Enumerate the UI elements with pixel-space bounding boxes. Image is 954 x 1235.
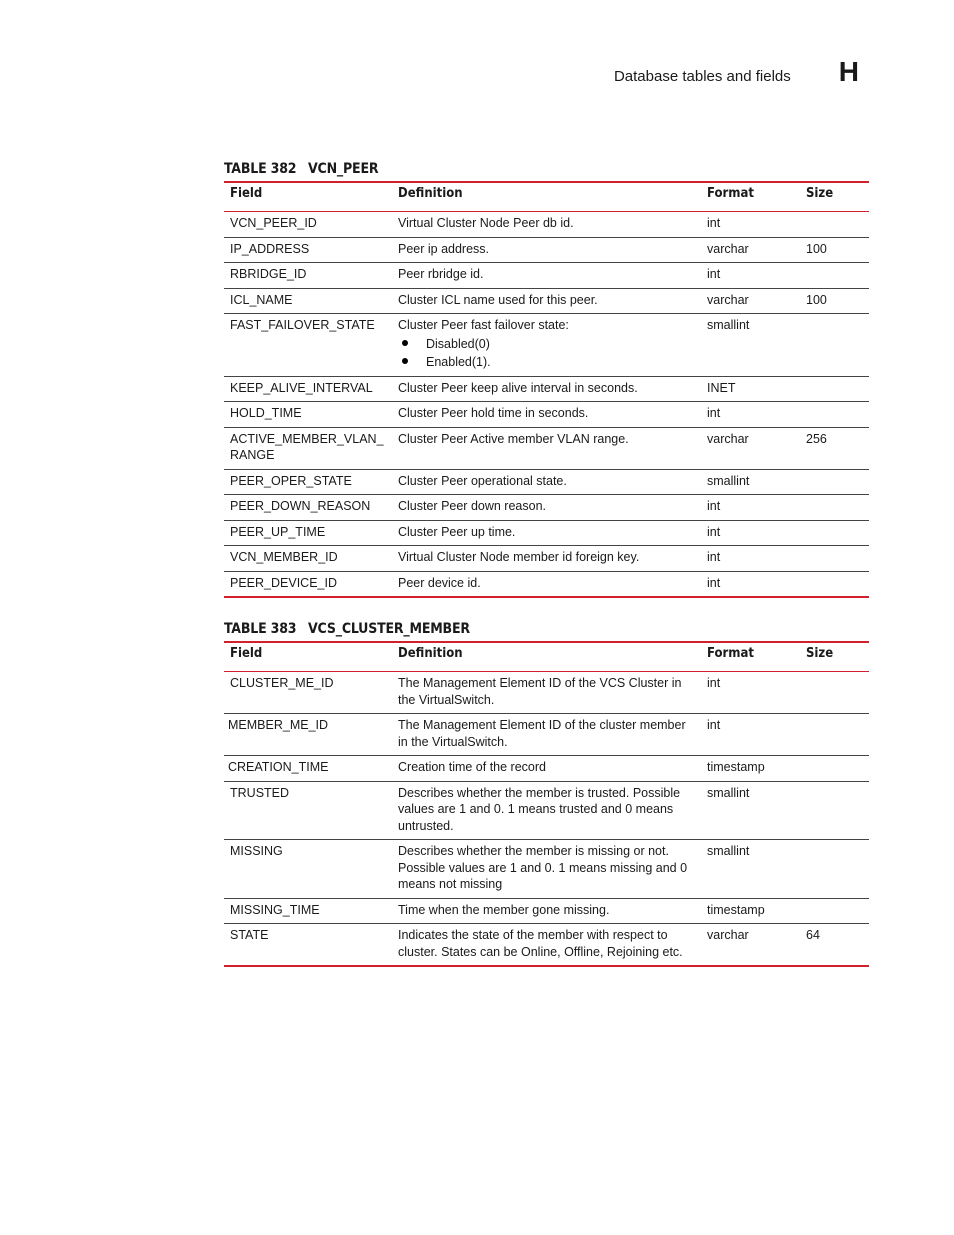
size-cell: [800, 520, 869, 546]
format-cell: varchar: [701, 288, 800, 314]
definition-cell: [392, 672, 701, 714]
field-cell: TRUSTED: [224, 781, 392, 840]
definition-cell: [392, 898, 701, 924]
table-row: [224, 263, 869, 289]
size-cell: [800, 672, 869, 714]
field-cell: RBRIDGE_ID: [224, 263, 392, 289]
bullet-item: Disabled(0): [398, 335, 695, 353]
definition-text: Virtual Cluster Node Peer db id.: [398, 216, 574, 230]
format-cell: int: [701, 546, 800, 572]
table-caption: [224, 617, 869, 641]
table-row: [224, 212, 869, 238]
definition-cell: [392, 237, 701, 263]
table-row: [224, 495, 869, 521]
table-name: VCN_PEER: [308, 161, 379, 177]
table-vcn-peer: [224, 157, 869, 598]
size-cell: [800, 781, 869, 840]
appendix-letter: H: [838, 56, 859, 87]
format-cell: int: [701, 212, 800, 238]
data-table: [224, 641, 869, 967]
definition-cell: [392, 924, 701, 967]
table-number: TABLE 383: [224, 621, 297, 637]
table-row: [224, 237, 869, 263]
field-cell: ICL_NAME: [224, 288, 392, 314]
field-cell: KEEP_ALIVE_INTERVAL: [224, 376, 392, 402]
section-title: Database tables and fields: [613, 68, 791, 85]
definition-text: Indicates the state of the member with respect to cluster. States can be Online, Offline, Rejoining etc.: [398, 928, 683, 959]
table-row: [224, 924, 869, 967]
field-cell: MEMBER_ME_ID: [224, 714, 392, 756]
table-number: TABLE 382: [224, 161, 297, 177]
definition-cell: [392, 427, 701, 469]
data-table: [224, 181, 869, 598]
table-name: VCS_CLUSTER_MEMBER: [308, 621, 470, 637]
table-row: [224, 672, 869, 714]
table-row: [224, 756, 869, 782]
bullet-item: Enabled(1).: [398, 353, 695, 371]
field-cell: MISSING_TIME: [224, 898, 392, 924]
definition-text: Peer device id.: [398, 575, 481, 590]
size-cell: [800, 898, 869, 924]
format-cell: int: [701, 263, 800, 289]
field-cell: STATE: [230, 928, 269, 942]
format-cell: INET: [701, 376, 800, 402]
format-cell: int: [701, 520, 800, 546]
definition-cell: [392, 520, 701, 546]
format-cell: varchar: [707, 928, 749, 942]
definition-cell: [392, 781, 701, 840]
definition-text: Cluster Peer up time.: [398, 524, 516, 539]
definition-cell: [392, 212, 701, 238]
definition-text: Virtual Cluster Node member id foreign key.: [398, 550, 640, 564]
table-row: [224, 840, 869, 899]
definition-text: Describes whether the member is missing or not. Possible values are 1 and 0. 1 means missing and 0 means not missing: [398, 844, 688, 891]
bullet-list: [398, 335, 695, 371]
format-cell: int: [701, 402, 800, 428]
definition-cell: [392, 263, 701, 289]
table-row: [224, 714, 869, 756]
format-cell: varchar: [701, 427, 800, 469]
definition-cell: [392, 714, 701, 756]
format-cell: smallint: [701, 840, 800, 899]
definition-text: Cluster ICL name used for this peer.: [398, 292, 598, 307]
column-header: Definition: [392, 182, 701, 212]
size-cell: [800, 263, 869, 289]
format-cell: timestamp: [701, 898, 800, 924]
table-caption: [224, 157, 869, 181]
format-cell: smallint: [701, 469, 800, 495]
field-cell: PEER_UP_TIME: [224, 520, 392, 546]
definition-text: The Management Element ID of the cluster member in the VirtualSwitch.: [398, 718, 686, 749]
definition-text: Cluster Peer hold time in seconds.: [398, 406, 589, 420]
field-cell: CREATION_TIME: [224, 756, 392, 782]
format-cell: int: [701, 714, 800, 756]
definition-cell: [392, 546, 701, 572]
field-cell: VCN_PEER_ID: [224, 212, 392, 238]
definition-cell: [392, 495, 701, 521]
definition-text: Peer ip address.: [398, 241, 490, 256]
size-cell: [800, 212, 869, 238]
column-header: Field: [224, 642, 392, 672]
field-cell: IP_ADDRESS: [224, 237, 392, 263]
definition-text: The Management Element ID of the VCS Cluster in the VirtualSwitch.: [398, 676, 682, 707]
definition-text: Peer rbridge id.: [398, 267, 484, 281]
field-cell: ACTIVE_MEMBER_VLAN_RANGE: [224, 427, 392, 469]
size-cell: 64: [806, 928, 820, 942]
format-cell: varchar: [701, 237, 800, 263]
size-cell: [800, 469, 869, 495]
table-vcs-cluster-member: [224, 617, 869, 967]
field-cell: VCN_MEMBER_ID: [224, 546, 392, 572]
field-cell: FAST_FAILOVER_STATE: [224, 314, 392, 377]
table-row: [224, 520, 869, 546]
size-cell: [800, 314, 869, 377]
size-cell: [800, 495, 869, 521]
definition-cell: [392, 469, 701, 495]
size-cell: [800, 402, 869, 428]
table-row: [224, 314, 869, 377]
size-cell: [800, 571, 869, 597]
definition-cell: [392, 376, 701, 402]
definition-text: Time when the member gone missing.: [398, 902, 610, 917]
table-row: [224, 402, 869, 428]
table-row: [224, 427, 869, 469]
size-cell: [800, 756, 869, 782]
column-header: Size: [800, 182, 869, 212]
definition-text: Creation time of the record: [398, 760, 546, 774]
definition-text: Cluster Peer Active member VLAN range.: [398, 431, 629, 446]
format-cell: smallint: [701, 314, 800, 377]
definition-text: Cluster Peer keep alive interval in seconds.: [398, 380, 638, 395]
definition-cell: [392, 840, 701, 899]
column-header: Definition: [392, 642, 701, 672]
format-cell: smallint: [701, 781, 800, 840]
format-cell: timestamp: [701, 756, 800, 782]
size-cell: 100: [800, 237, 869, 263]
size-cell: [800, 376, 869, 402]
field-cell: PEER_DOWN_REASON: [224, 495, 392, 521]
size-cell: [800, 714, 869, 756]
header-row: [224, 642, 869, 672]
definition-text: Describes whether the member is trusted. Possible values are 1 and 0. 1 means trusted and 0 means untrusted.: [398, 785, 681, 833]
definition-text: Cluster Peer operational state.: [398, 473, 567, 488]
table-row: [224, 288, 869, 314]
column-header: Format: [701, 642, 800, 672]
field-cell: CLUSTER_ME_ID: [224, 672, 392, 714]
format-cell: int: [701, 495, 800, 521]
field-cell: MISSING: [224, 840, 392, 899]
definition-cell: [392, 314, 701, 377]
column-header: Format: [701, 182, 800, 212]
definition-text: Cluster Peer down reason.: [398, 499, 546, 513]
table-row: [224, 469, 869, 495]
table-row: [224, 376, 869, 402]
field-cell: HOLD_TIME: [224, 402, 392, 428]
size-cell: [800, 840, 869, 899]
definition-cell: [392, 756, 701, 782]
table-row: [224, 781, 869, 840]
field-cell: PEER_DEVICE_ID: [230, 575, 337, 590]
definition-cell: [392, 402, 701, 428]
definition-cell: [392, 288, 701, 314]
page-header: [614, 56, 859, 88]
size-cell: [800, 546, 869, 572]
format-cell: int: [701, 672, 800, 714]
table-row: [224, 546, 869, 572]
size-cell: 256: [800, 427, 869, 469]
field-cell: PEER_OPER_STATE: [224, 469, 392, 495]
size-cell: 100: [800, 288, 869, 314]
definition-text: Cluster Peer fast failover state:: [398, 318, 569, 332]
column-header: Field: [224, 182, 392, 212]
table-row: [224, 898, 869, 924]
table-row: [224, 571, 869, 597]
column-header: Size: [800, 642, 869, 672]
definition-cell: [392, 571, 701, 597]
format-cell: int: [707, 575, 721, 590]
header-row: [224, 182, 869, 212]
